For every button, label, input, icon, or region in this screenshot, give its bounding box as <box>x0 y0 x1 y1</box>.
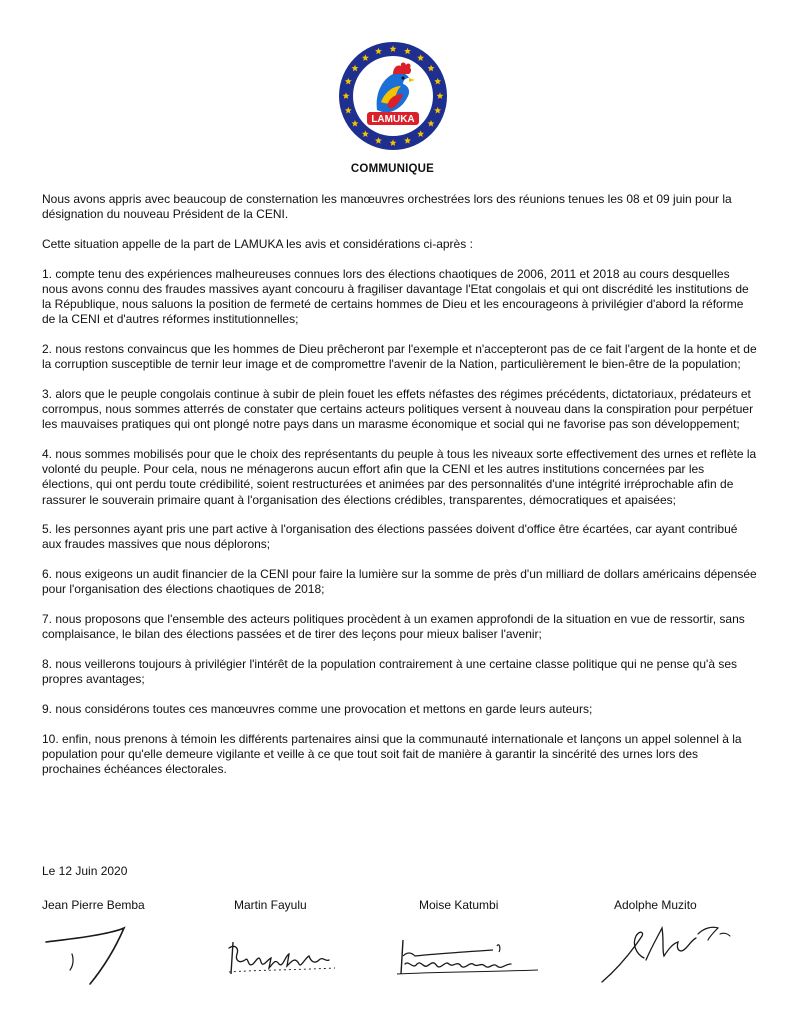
paragraph-point-3: 3. alors que le peuple congolais continue à subir de plein fouet les effets néfastes des régimes précédents, dictatoriaux, prédateurs et corrompus, nous sommes atterrés de constater que certains acteurs politiques versent à nouveau dans la conspiration pour perpétuer les mauvaises pratiques qui ont plongé notre pays dans un marasme économique et social qui ne favorise pas son développement; <box>42 386 754 432</box>
paragraph-point-10: 10. enfin, nous prenons à témoin les différents partenaires ainsi que la communauté internationale et lançons un appel solennel à la population pour qu'elle demeure vigilante et veille à ce que tout soit fait de manière à garantir la sincérité des urnes lors des prochaines échéances électorales. <box>42 731 742 776</box>
document-date: Le 12 Juin 2020 <box>42 864 128 878</box>
lamuka-logo <box>337 40 449 152</box>
paragraph-point-8: 8. nous veillerons toujours à privilégier l'intérêt de la population contrairement à une certaine classe politique qui ne pense qu'à ses propres avantages; <box>42 656 738 687</box>
paragraph-point-1: 1. compte tenu des expériences malheureuses connues lors des élections chaotiques de 2006, 2011 et 2018 au cours desquelles nous avons connu des fraudes massives ayant concouru à fragiliser davantage l'Etat congolais et qui ont discrédité les institutions de la République, nous saluons la position de fermeté de certains hommes de Dieu et les encourageons à privilégier d'abord la réforme de la CENI et d'autres réformes institutionnelles; <box>42 266 749 327</box>
signatory-name-fayulu: Martin Fayulu <box>234 898 307 912</box>
signature-fayulu <box>225 934 345 984</box>
paragraph-point-6: 6. nous exigeons un audit financier de la CENI pour faire la lumière sur la somme de près d'un milliard de dollars américains dépensée pour l'organisation des élections chaotiques de 2018; <box>42 567 757 597</box>
paragraph-preamble: Cette situation appelle de la part de LAMUKA les avis et considérations ci-après : <box>42 236 473 251</box>
signatory-name-bemba: Jean Pierre Bemba <box>42 898 145 912</box>
signatory-name-muzito: Adolphe Muzito <box>614 898 697 912</box>
document-body <box>42 192 758 792</box>
paragraph-intro: Nous avons appris avec beaucoup de consternation les manœuvres orchestrées lors des réunions tenues les 08 et 09 juin pour la désignation du nouveau Président de la CENI. <box>42 192 732 222</box>
document-title: COMMUNIQUE <box>350 163 435 175</box>
signatory-name-katumbi: Moise Katumbi <box>419 898 499 912</box>
paragraph-point-7: 7. nous proposons que l'ensemble des acteurs politiques procèdent à un examen approfondi de la situation en vue de ressortir, sans complaisance, le bilan des élections passées et de tirer des leçons pour mieux baliser l'avenir; <box>42 612 745 642</box>
signature-muzito <box>592 914 742 990</box>
paragraph-point-5: 5. les personnes ayant pris une part active à l'organisation des élections passées doivent d'office être écartées, car ayant contribué aux fraudes massives que nous déplorons; <box>42 522 738 552</box>
paragraph-point-9: 9. nous considérons toutes ces manœuvres comme une provocation et mettons en garde leurs auteurs; <box>42 701 593 716</box>
paragraph-point-2: 2. nous restons convaincus que les hommes de Dieu prêcheront par l'exemple et n'accepteront pas de ce fait l'argent de la honte et de la corruption susceptible de ternir leur image et de compromettre l'avenir de la Nation, particulièrement le bien-être de la population; <box>42 341 757 372</box>
signature-bemba <box>42 912 142 992</box>
signature-katumbi <box>393 934 543 986</box>
logo-wordmark: LAMUKA <box>371 114 415 125</box>
paragraph-point-4: 4. nous sommes mobilisés pour que le choix des représentants du peuple à tous les niveaux sorte effectivement des urnes et reflète la volonté du peuple. Pour cela, nous ne ménagerons aucun effort afin que la CENI et les autres institutions concernées par les élections, qui ont perdu toute crédibilité, soient restructurées et animées par des personnalités d'une intégrité irréprochable afin de rassurer le souverain primaire quant à l'organisation des élections crédibles, transparentes, démocratiques et apaisées; <box>42 446 757 507</box>
